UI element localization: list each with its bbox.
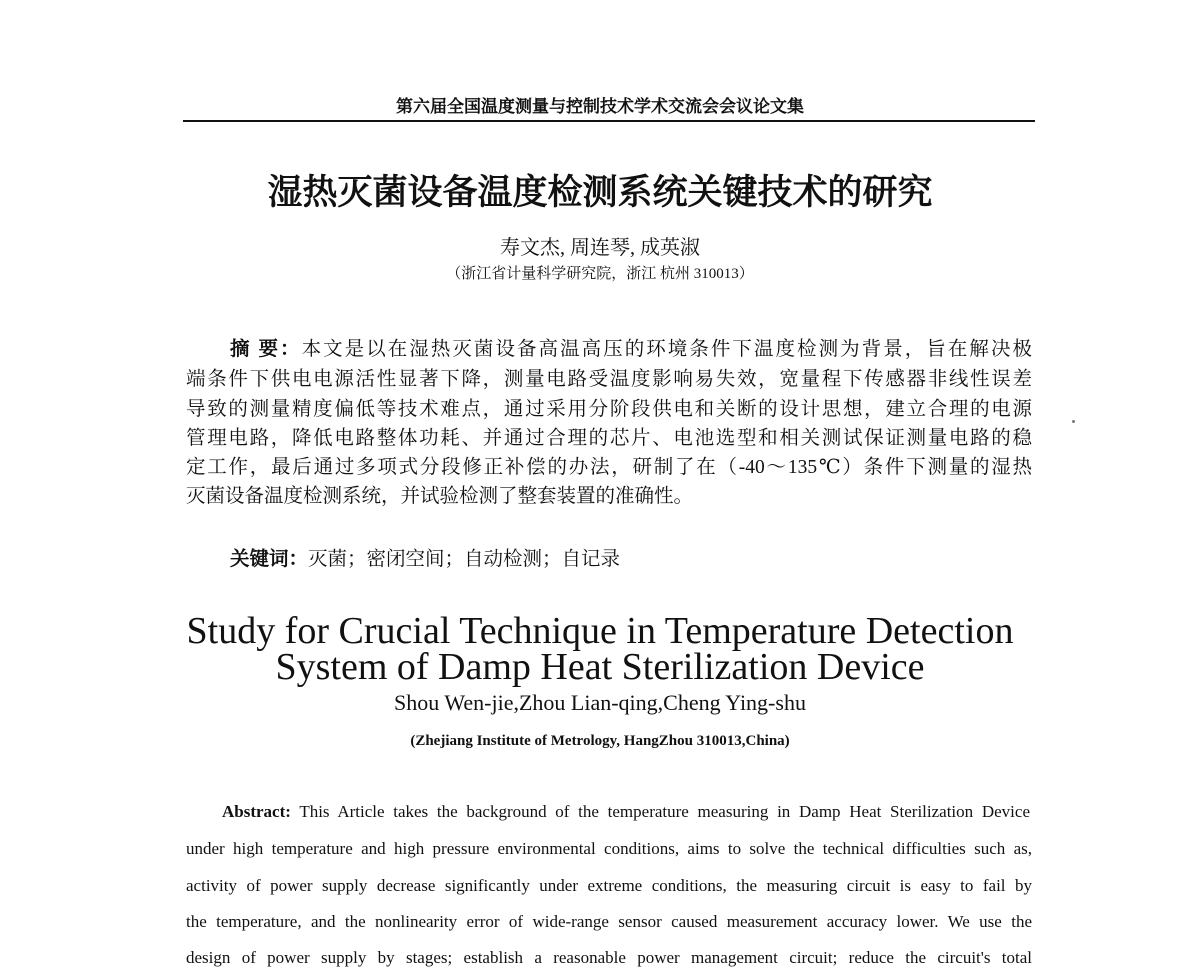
abstract-en-line: activity of power supply decrease significantly under extreme conditions, the measuring circuit is easy to fail by (186, 876, 1032, 895)
title-chinese: 湿热灭菌设备温度检测系统关键技术的研究 (267, 173, 933, 213)
affiliation-english: (Zhejiang Institute of Metrology, HangZhou 310013,China) (410, 733, 790, 749)
abstract-en-text: This Article takes the background of the temperature measuring in Damp Heat Sterilization Device (299, 802, 1030, 821)
abstract-en-line: under high temperature and high pressure environmental conditions, aims to solve the technical difficulties such as, (186, 839, 1032, 858)
header-rule (183, 120, 1035, 122)
scan-speck (1072, 420, 1075, 423)
affiliation-chinese: （浙江省计量科学研究院，浙江 杭州 310013） (446, 266, 754, 282)
keywords-cn-label: 关键词： (230, 549, 309, 570)
authors-chinese: 寿文杰, 周连琴, 成英淑 (500, 237, 700, 259)
abstract-en-line: the temperature, and the nonlinearity error of wide-range sensor caused measurement accuracy lower. We use the (186, 912, 1032, 931)
abstract-cn-line: 定工作，最后通过多项式分段修正补偿的办法，研制了在（-40～135℃）条件下测量的湿热 (186, 457, 1032, 478)
abstract-cn-line (230, 336, 1032, 364)
title-english-line-1: Study for Crucial Technique in Temperature Detection (186, 610, 1014, 652)
abstract-cn-label: 摘 要： (230, 339, 302, 360)
proceedings-header: 第六届全国温度测量与控制技术学术交流会会议论文集 (396, 97, 804, 116)
abstract-en-label: Abstract: (222, 802, 291, 821)
abstract-cn-line: 管理电路，降低电路整体功耗、并通过合理的芯片、电池选型和相关测试保证测量电路的稳 (186, 428, 1032, 449)
keywords-cn-text: 灭菌；密闭空间；自动检测；自记录 (308, 549, 621, 570)
abstract-cn-line: 导致的测量精度偏低等技术难点，通过采用分阶段供电和关断的设计思想，建立合理的电源 (186, 399, 1032, 420)
abstract-en-line: design of power supply by stages; establish a reasonable power management circuit; reduce the circuit's total (186, 948, 1032, 967)
abstract-en-line (222, 797, 1030, 827)
keywords-cn (230, 546, 620, 574)
abstract-cn-line: 灭菌设备温度检测系统，并试验检测了整套装置的准确性。 (186, 486, 694, 507)
abstract-cn-text: 本文是以在湿热灭菌设备高温高压的环境条件下温度检测为背景，旨在解决极 (301, 339, 1032, 360)
authors-english: Shou Wen-jie,Zhou Lian-qing,Cheng Ying-shu (394, 690, 806, 715)
title-english-line-2: System of Damp Heat Sterilization Device (275, 646, 925, 688)
abstract-cn-line: 端条件下供电电源活性显著下降，测量电路受温度影响易失效，宽量程下传感器非线性误差 (186, 369, 1032, 390)
